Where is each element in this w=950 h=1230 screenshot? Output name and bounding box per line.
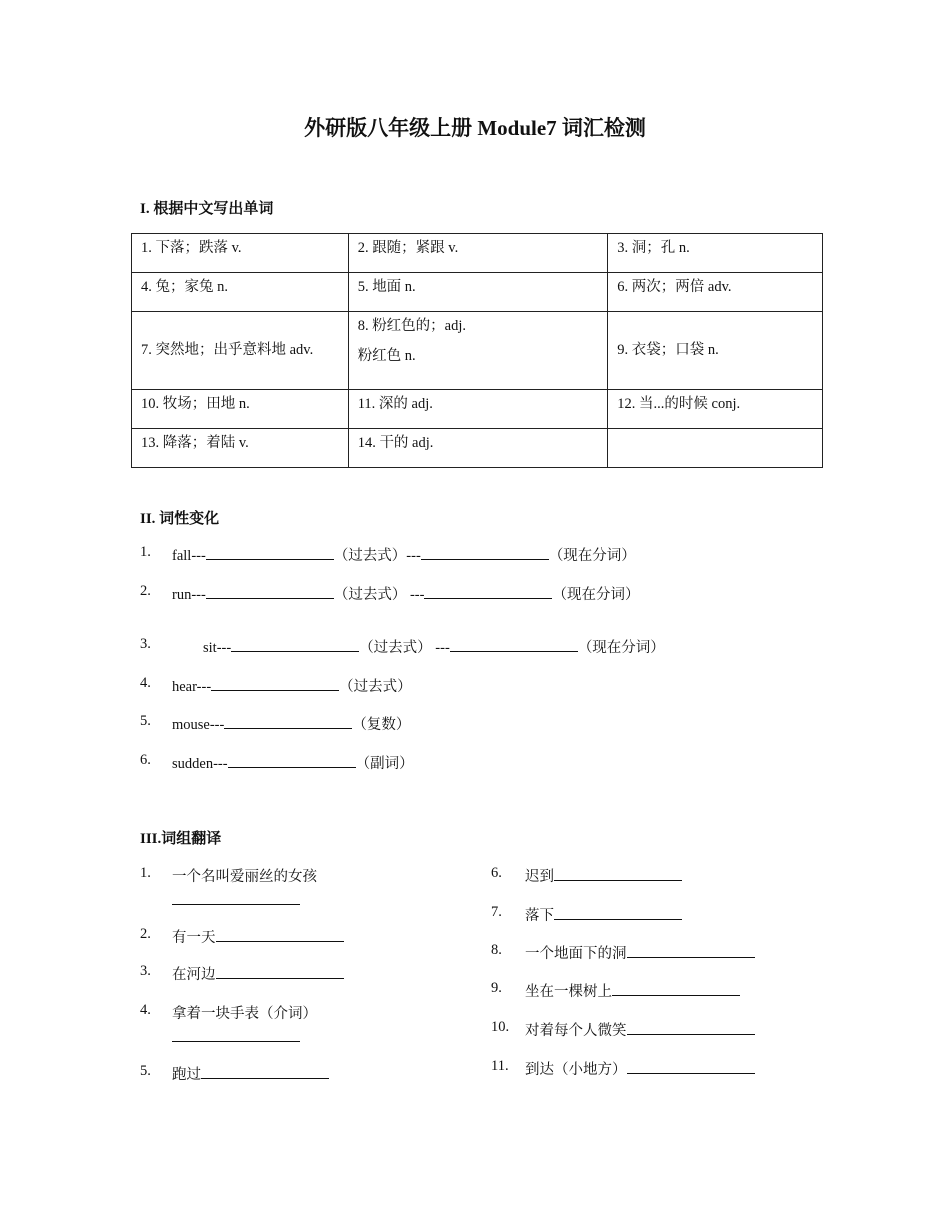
list-item [140, 752, 414, 772]
answer-blank[interactable] [211, 676, 339, 691]
table-cell: 5. 地面 n. [348, 273, 608, 312]
list-item [491, 942, 627, 962]
item-word: sudden--- [172, 756, 228, 772]
list-item [140, 675, 412, 695]
item-mid: （过去式） --- [359, 640, 450, 656]
item-word: mouse--- [172, 717, 225, 733]
table-cell [348, 312, 608, 390]
list-item [140, 1002, 317, 1022]
answer-blank[interactable] [450, 637, 578, 652]
item-number: 1. [140, 865, 151, 881]
item-number: 1. [140, 544, 151, 560]
item-text: 有一天 [172, 930, 216, 946]
section3-heading: III.词组翻译 [140, 831, 222, 847]
item-mid: （过去式）--- [333, 548, 421, 564]
answer-blank[interactable] [216, 927, 344, 942]
table-cell: 6. 两次；两倍 adv. [608, 273, 823, 312]
item-number: 11. [491, 1058, 509, 1074]
item-number: 4. [140, 1002, 151, 1018]
item-word: sit--- [203, 640, 232, 656]
answer-blank[interactable] [554, 905, 682, 920]
item-text: 落下 [525, 908, 554, 924]
table-cell: 3. 洞；孔 n. [608, 234, 823, 273]
table-cell: 11. 深的 adj. [348, 390, 608, 429]
item-text: 一个地面下的洞 [525, 946, 627, 962]
list-item [140, 865, 317, 885]
answer-blank[interactable] [172, 1027, 300, 1042]
answer-blank[interactable] [627, 1059, 755, 1074]
item-number: 6. [491, 865, 502, 881]
item-number: 5. [140, 713, 151, 729]
item-word: fall--- [172, 548, 206, 564]
section2-heading: II. 词性变化 [140, 511, 220, 527]
cell-line: 粉红色 n. [357, 348, 416, 364]
answer-blank[interactable] [627, 1020, 755, 1035]
table-cell: 13. 降落；着陆 v. [132, 429, 349, 468]
list-item [491, 1019, 627, 1039]
item-number: 9. [491, 980, 502, 996]
item-number: 6. [140, 752, 151, 768]
item-mid: （过去式） --- [333, 587, 425, 603]
list-item [491, 980, 612, 1000]
section1-heading: I. 根据中文写出单词 [140, 201, 274, 217]
table-cell: 7. 突然地；出乎意料地 adv. [132, 312, 349, 390]
list-item [140, 1063, 201, 1083]
item-number: 7. [491, 904, 502, 920]
item-end: （现在分词） [577, 640, 665, 656]
item-mid: （过去式） [339, 679, 412, 695]
answer-blank[interactable] [424, 584, 552, 599]
answer-blank[interactable] [224, 714, 352, 729]
list-item [491, 1058, 627, 1078]
item-text: 到达（小地方） [525, 1062, 627, 1078]
item-number: 8. [491, 942, 502, 958]
item-word: run--- [172, 587, 206, 603]
item-number: 3. [140, 636, 151, 652]
table-cell: 2. 跟随；紧跟 v. [348, 234, 608, 273]
answer-blank[interactable] [206, 584, 334, 599]
table-cell: 9. 衣袋；口袋 n. [608, 312, 823, 390]
list-item [140, 963, 216, 983]
answer-blank[interactable] [612, 981, 740, 996]
item-text: 在河边 [172, 967, 216, 983]
item-number: 4. [140, 675, 151, 691]
item-text: 跑过 [172, 1067, 201, 1083]
answer-blank[interactable] [206, 545, 334, 560]
list-item [140, 544, 636, 564]
table-cell: 14. 干的 adj. [348, 429, 608, 468]
item-number: 2. [140, 926, 151, 942]
answer-blank[interactable] [172, 890, 300, 905]
table-cell [608, 429, 823, 468]
item-number: 5. [140, 1063, 151, 1079]
item-end: （现在分词） [548, 548, 636, 564]
answer-blank[interactable] [421, 545, 549, 560]
item-number: 10. [491, 1019, 510, 1035]
list-item [140, 713, 411, 733]
table-cell: 10. 牧场；田地 n. [132, 390, 349, 429]
item-text: 对着每个人微笑 [525, 1023, 627, 1039]
item-text: 一个名叫爱丽丝的女孩 [172, 869, 317, 885]
table-cell: 1. 下落；跌落 v. [132, 234, 349, 273]
answer-blank[interactable] [216, 964, 344, 979]
list-item [140, 636, 665, 656]
answer-blank[interactable] [627, 943, 755, 958]
page-title: 外研版八年级上册 Module7 词汇检测 [304, 116, 646, 140]
cell-line: 8. 粉红色的；adj. [357, 318, 467, 334]
item-end: （现在分词） [552, 587, 640, 603]
answer-blank[interactable] [201, 1064, 329, 1079]
answer-blank[interactable] [231, 637, 359, 652]
item-number: 2. [140, 583, 151, 599]
answer-blank[interactable] [554, 866, 682, 881]
list-item [491, 865, 554, 885]
item-text: 拿着一块手表（介词） [172, 1006, 317, 1022]
item-word: hear--- [172, 679, 212, 695]
table-cell: 12. 当...的时候 conj. [608, 390, 823, 429]
item-text: 坐在一棵树上 [525, 984, 612, 1000]
table-cell: 4. 兔；家兔 n. [132, 273, 349, 312]
vocab-table [131, 233, 823, 468]
answer-blank[interactable] [228, 753, 356, 768]
item-mid: （副词） [355, 756, 414, 772]
item-number: 3. [140, 963, 151, 979]
item-mid: （复数） [352, 717, 411, 733]
list-item [140, 583, 640, 603]
list-item [491, 904, 554, 924]
list-item [140, 926, 216, 946]
item-text: 迟到 [525, 869, 554, 885]
